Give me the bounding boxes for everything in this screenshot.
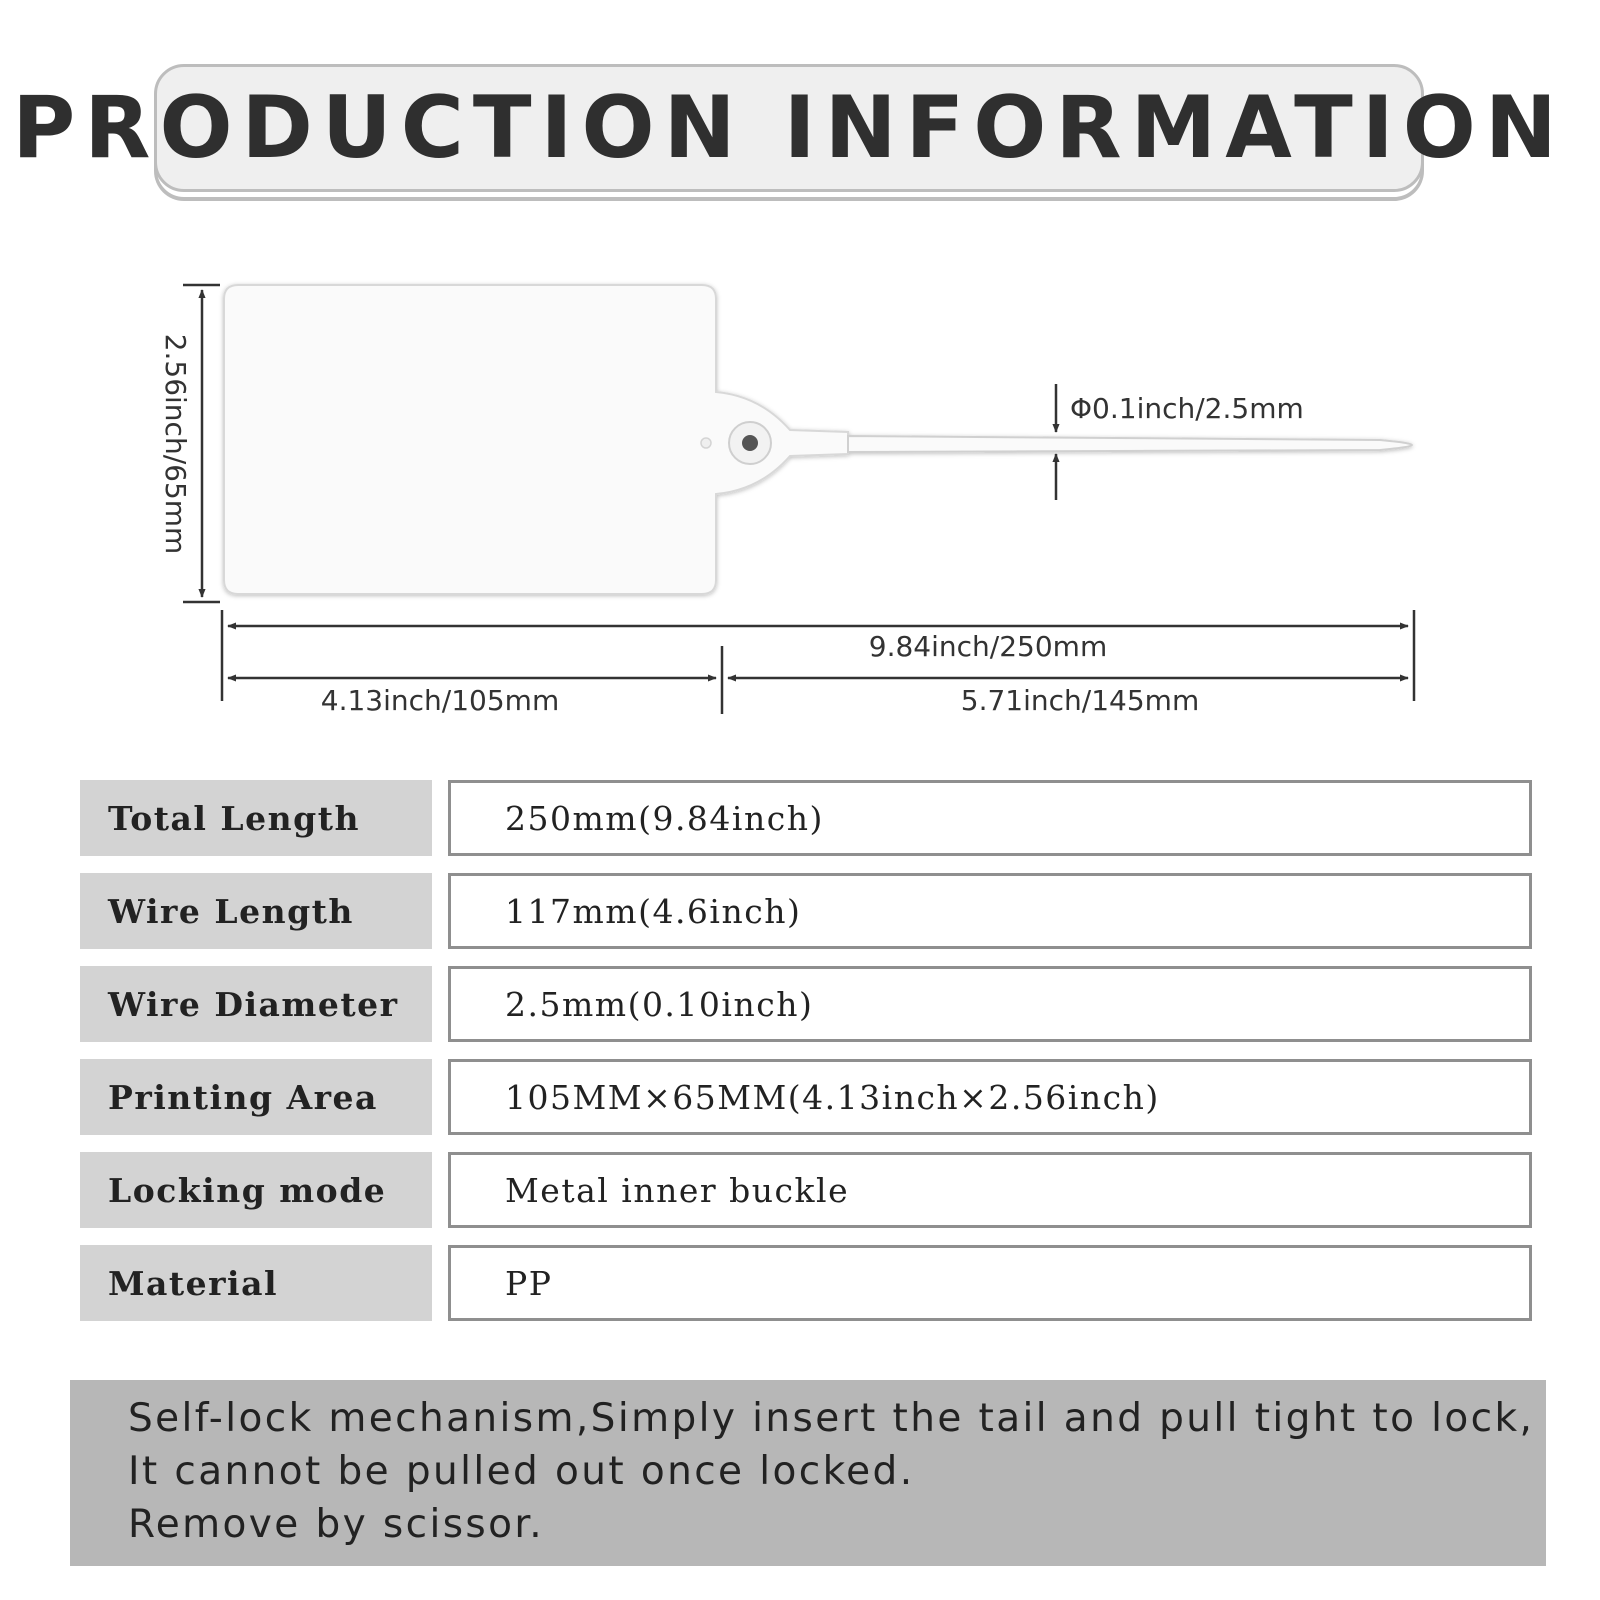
spec-value: PP (448, 1245, 1532, 1321)
spec-row-wire-diameter (80, 966, 1532, 1042)
height-label: 2.56inch/65mm (159, 333, 192, 555)
spec-value: 2.5mm(0.10inch) (448, 966, 1532, 1042)
spec-row-wire-length (80, 873, 1532, 949)
spec-value: 250mm(9.84inch) (448, 780, 1532, 856)
metal-buckle-icon (742, 435, 758, 451)
tag-dimension-diagram (0, 0, 1600, 760)
spec-row-printing-area (80, 1059, 1532, 1135)
tag-dot-icon (701, 438, 711, 448)
spec-label: Wire Diameter (80, 966, 432, 1042)
tag-length-label: 4.13inch/105mm (320, 684, 560, 717)
tag-illustration (224, 285, 1412, 594)
spec-row-material (80, 1245, 1532, 1321)
note-line: It cannot be pulled out once locked. (128, 1449, 915, 1494)
spec-row-total-length (80, 780, 1532, 856)
spec-value: 105MM×65MM(4.13inch×2.56inch) (448, 1059, 1532, 1135)
usage-note (70, 1380, 1546, 1566)
spec-label: Total Length (80, 780, 432, 856)
wire-length-label: 5.71inch/145mm (960, 684, 1200, 717)
spec-row-locking-mode (80, 1152, 1532, 1228)
spec-label: Material (80, 1245, 432, 1321)
note-line: Remove by scissor. (128, 1502, 545, 1547)
page-title: PRODUCTION INFORMATION (12, 78, 1566, 178)
spec-value: 117mm(4.6inch) (448, 873, 1532, 949)
spec-label: Wire Length (80, 873, 432, 949)
tag-wire (848, 436, 1412, 452)
wire-diameter-label: Φ0.1inch/2.5mm (1070, 392, 1304, 425)
total-length-label: 9.84inch/250mm (868, 630, 1108, 663)
note-line: Self-lock mechanism,Simply insert the tail and pull tight to lock, (128, 1396, 1535, 1441)
spec-value: Metal inner buckle (448, 1152, 1532, 1228)
spec-label: Locking mode (80, 1152, 432, 1228)
spec-label: Printing Area (80, 1059, 432, 1135)
